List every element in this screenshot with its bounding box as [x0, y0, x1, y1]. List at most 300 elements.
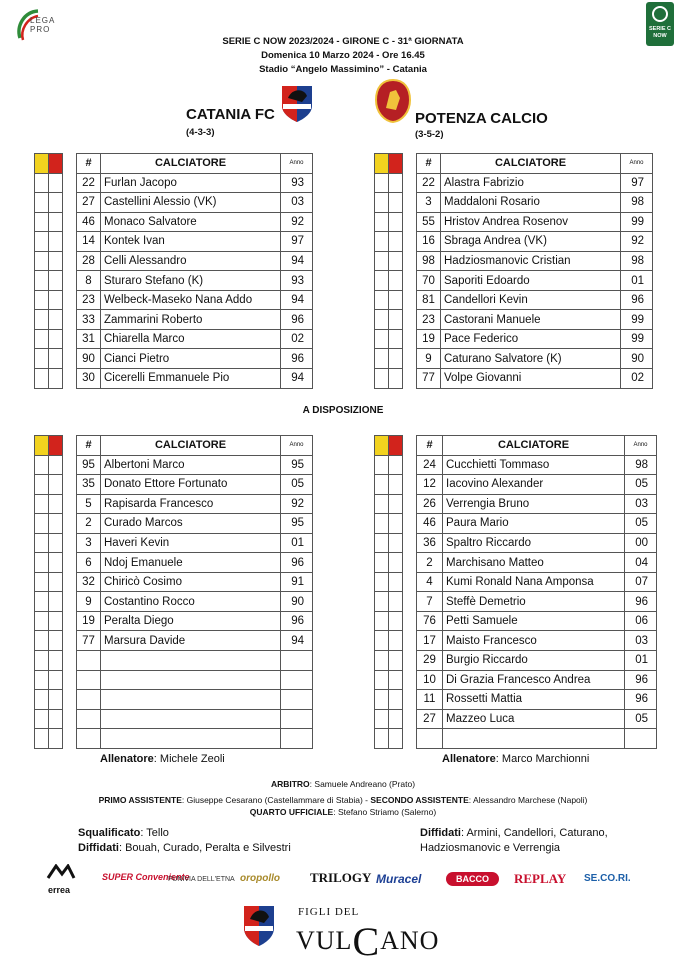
player-year: 96 [281, 611, 313, 631]
player-row [417, 290, 653, 310]
yellow-card-cell [375, 193, 389, 213]
yellow-card-cell [375, 173, 389, 193]
player-year: 94 [281, 290, 313, 310]
player-row [77, 709, 313, 729]
player-row [77, 369, 313, 389]
player-year: 05 [281, 475, 313, 495]
red-card-cell [49, 271, 63, 291]
player-row [417, 369, 653, 389]
player-name: Pace Federico [441, 329, 621, 349]
red-card-cell [389, 173, 403, 193]
player-number: 3 [77, 533, 101, 553]
card-row [35, 212, 63, 232]
home-warned-value: : Bouah, Curado, Peralta e Silvestri [118, 842, 291, 854]
player-row [417, 329, 653, 349]
table-header-row [77, 154, 313, 174]
player-number: 16 [417, 232, 441, 252]
yellow-card-cell [375, 369, 389, 389]
player-number: 30 [77, 369, 101, 389]
referee [0, 779, 686, 789]
card-row [375, 533, 403, 553]
yellow-card-cell [375, 729, 389, 749]
away-coach [442, 753, 589, 765]
player-year: 94 [281, 251, 313, 271]
player-year: 97 [281, 232, 313, 252]
yellow-card-cell [35, 193, 49, 213]
yellow-card-cell [375, 349, 389, 369]
red-card-cell [49, 651, 63, 671]
player-year: 99 [621, 212, 653, 232]
red-card-cell [49, 572, 63, 592]
catania-crest-footer-icon [242, 900, 276, 953]
card-row [375, 494, 403, 514]
card-row [375, 290, 403, 310]
player-row [77, 592, 313, 612]
player-name: Rossetti Mattia [443, 690, 625, 710]
card-row [35, 349, 63, 369]
player-row [77, 514, 313, 534]
card-row [375, 455, 403, 475]
yellow-card-cell [35, 494, 49, 514]
header-year: Anno [281, 154, 313, 174]
player-number: 98 [417, 251, 441, 271]
referee-label: ARBITRO [270, 779, 310, 789]
yellow-card-cell [375, 572, 389, 592]
table-header-row [417, 154, 653, 174]
yellow-card-cell [35, 572, 49, 592]
player-number: 23 [77, 290, 101, 310]
red-card-cell [49, 212, 63, 232]
player-row [77, 349, 313, 369]
player-year: 99 [621, 310, 653, 330]
player-row [417, 494, 657, 514]
player-name: Ndoj Emanuele [101, 553, 281, 573]
card-row [35, 251, 63, 271]
player-name: Sbraga Andrea (VK) [441, 232, 621, 252]
player-name: Mazzeo Luca [443, 709, 625, 729]
player-name [443, 729, 625, 749]
player-row [77, 631, 313, 651]
player-year: 98 [625, 455, 657, 475]
player-name: Peralta Diego [101, 611, 281, 631]
card-row [375, 193, 403, 213]
away-warned-label: Diffidati [420, 827, 461, 839]
player-year: 03 [281, 193, 313, 213]
card-row [35, 271, 63, 291]
header-player: CALCIATORE [101, 436, 281, 456]
player-year: 97 [621, 173, 653, 193]
home-warned [78, 841, 291, 856]
card-row [375, 729, 403, 749]
red-card-cell [49, 592, 63, 612]
player-row [77, 475, 313, 495]
player-number: 11 [417, 690, 443, 710]
yellow-card-cell [375, 670, 389, 690]
card-row [375, 212, 403, 232]
player-number: 2 [77, 514, 101, 534]
player-year: 94 [281, 369, 313, 389]
card-row [375, 369, 403, 389]
player-row [77, 494, 313, 514]
player-number [77, 729, 101, 749]
card-row [375, 651, 403, 671]
red-card-cell [389, 514, 403, 534]
fourth-official [0, 807, 686, 817]
red-card-cell [389, 232, 403, 252]
yellow-card-cell [35, 349, 49, 369]
yellow-card-cell [35, 533, 49, 553]
yellow-card-cell [375, 709, 389, 729]
player-row [417, 651, 657, 671]
player-year [281, 690, 313, 710]
yellow-card-cell [35, 514, 49, 534]
player-row [417, 631, 657, 651]
player-year: 96 [281, 553, 313, 573]
away-formation: (3-5-2) [415, 129, 444, 140]
player-row [77, 212, 313, 232]
away-warned-line-2: Hadziosmanovic e Verrengia [420, 842, 561, 854]
red-card-cell [389, 592, 403, 612]
red-card-cell [49, 232, 63, 252]
player-number: 10 [417, 670, 443, 690]
yellow-card-cell [35, 670, 49, 690]
red-card-cell [389, 494, 403, 514]
red-card-cell [49, 329, 63, 349]
player-year [281, 709, 313, 729]
player-number: 77 [417, 369, 441, 389]
header-year: Anno [281, 436, 313, 456]
player-name: Monaco Salvatore [101, 212, 281, 232]
yellow-card-cell [375, 232, 389, 252]
yellow-card-cell [375, 494, 389, 514]
yellow-card-cell [35, 651, 49, 671]
player-number: 9 [417, 349, 441, 369]
player-name: Paura Mario [443, 514, 625, 534]
footer-slogan-part-a: VUL [296, 926, 353, 955]
yellow-card-cell [375, 611, 389, 631]
player-year: 07 [625, 572, 657, 592]
sponsor-trilogy: TRILOGY [310, 870, 372, 885]
yellow-card-cell [375, 212, 389, 232]
card-row [375, 436, 403, 456]
card-row [35, 631, 63, 651]
player-row [77, 173, 313, 193]
red-card-cell [49, 173, 63, 193]
player-year: 90 [621, 349, 653, 369]
second-assistant-name: : Alessandro Marchese (Napoli) [468, 795, 588, 805]
card-row [375, 592, 403, 612]
red-card-cell [49, 436, 63, 456]
red-card-cell [49, 709, 63, 729]
sponsor-replay: REPLAY [514, 871, 567, 886]
player-name: Caturano Salvatore (K) [441, 349, 621, 369]
player-number: 81 [417, 290, 441, 310]
player-number: 31 [77, 329, 101, 349]
player-year: 05 [625, 514, 657, 534]
header-player: CALCIATORE [101, 154, 281, 174]
player-name [101, 729, 281, 749]
player-row [77, 329, 313, 349]
home-team-name: CATANIA FC [186, 106, 275, 123]
red-card-cell [389, 329, 403, 349]
player-number: 27 [77, 193, 101, 213]
player-year: 92 [621, 232, 653, 252]
card-row [375, 572, 403, 592]
card-row [35, 690, 63, 710]
red-card-cell [389, 690, 403, 710]
header-number: # [77, 436, 101, 456]
away-team-name: POTENZA CALCIO [415, 110, 548, 127]
player-name: Iacovino Alexander [443, 475, 625, 495]
red-card-cell [389, 154, 403, 174]
red-card-cell [389, 349, 403, 369]
red-card-cell [49, 349, 63, 369]
player-number: 24 [417, 455, 443, 475]
first-assistant-label: PRIMO ASSISTENTE [98, 795, 182, 805]
yellow-card-cell [375, 690, 389, 710]
header-number: # [77, 154, 101, 174]
player-row [77, 455, 313, 475]
player-row [77, 729, 313, 749]
card-row [375, 611, 403, 631]
player-number: 95 [77, 455, 101, 475]
player-year: 99 [621, 329, 653, 349]
player-row [417, 592, 657, 612]
player-name: Marchisano Matteo [443, 553, 625, 573]
red-card-cell [389, 533, 403, 553]
sponsor-superconveniente: SUPER Conveniente [102, 872, 190, 882]
red-card-cell [49, 553, 63, 573]
red-card-cell [49, 475, 63, 495]
player-number: 14 [77, 232, 101, 252]
away-starters-table [416, 153, 653, 389]
yellow-card-cell [375, 271, 389, 291]
player-year: 93 [281, 271, 313, 291]
player-year [281, 729, 313, 749]
player-number: 5 [77, 494, 101, 514]
yellow-card-cell [35, 455, 49, 475]
player-row [417, 455, 657, 475]
away-bench-cards [374, 435, 403, 749]
yellow-card-cell [375, 514, 389, 534]
player-row [77, 251, 313, 271]
yellow-card-cell [375, 455, 389, 475]
player-year: 01 [621, 271, 653, 291]
player-row [417, 251, 653, 271]
player-row [417, 709, 657, 729]
header-year: Anno [625, 436, 657, 456]
card-row [35, 154, 63, 174]
player-number [77, 709, 101, 729]
red-card-cell [49, 670, 63, 690]
card-row [35, 709, 63, 729]
card-row [35, 455, 63, 475]
card-row [35, 232, 63, 252]
red-card-cell [49, 631, 63, 651]
card-row [35, 173, 63, 193]
yellow-card-cell [35, 369, 49, 389]
card-row [35, 494, 63, 514]
player-year: 00 [625, 533, 657, 553]
player-name: Furlan Jacopo [101, 173, 281, 193]
player-year: 03 [625, 494, 657, 514]
player-year: 95 [281, 514, 313, 534]
player-name: Di Grazia Francesco Andrea [443, 670, 625, 690]
player-row [417, 349, 653, 369]
card-row [35, 611, 63, 631]
player-year: 02 [281, 329, 313, 349]
away-coach-name: : Marco Marchionni [495, 753, 590, 765]
player-row [417, 310, 653, 330]
card-row [35, 369, 63, 389]
player-number: 26 [417, 494, 443, 514]
footer-slogan-part-b: ANO [380, 926, 440, 955]
player-year: 92 [281, 494, 313, 514]
card-row [375, 173, 403, 193]
yellow-card-cell [35, 154, 49, 174]
player-number: 32 [77, 572, 101, 592]
card-row [375, 690, 403, 710]
red-card-cell [389, 475, 403, 495]
yellow-card-cell [375, 290, 389, 310]
sponsor-errea [46, 864, 86, 894]
yellow-card-cell [375, 475, 389, 495]
player-number: 4 [417, 572, 443, 592]
player-number: 36 [417, 533, 443, 553]
card-row [35, 193, 63, 213]
header-player: CALCIATORE [443, 436, 625, 456]
home-starters-table [76, 153, 313, 389]
player-name: Petti Samuele [443, 611, 625, 631]
player-number: 29 [417, 651, 443, 671]
yellow-card-cell [35, 329, 49, 349]
yellow-card-cell [35, 232, 49, 252]
fourth-official-name: : Stefano Striamo (Salerno) [333, 807, 437, 817]
card-row [35, 436, 63, 456]
player-row [417, 533, 657, 553]
player-year: 96 [625, 592, 657, 612]
player-row [77, 290, 313, 310]
card-row [375, 670, 403, 690]
footer-slogan-line2 [296, 912, 439, 959]
yellow-card-cell [35, 592, 49, 612]
catania-crest-icon [280, 80, 314, 129]
card-row [35, 514, 63, 534]
player-year: 96 [281, 310, 313, 330]
home-bench-cards [34, 435, 63, 749]
player-number: 3 [417, 193, 441, 213]
yellow-card-cell [35, 251, 49, 271]
player-number: 33 [77, 310, 101, 330]
player-number: 77 [77, 631, 101, 651]
card-row [35, 572, 63, 592]
player-row [417, 475, 657, 495]
player-year: 96 [625, 690, 657, 710]
player-number: 76 [417, 611, 443, 631]
player-name: Maddaloni Rosario [441, 193, 621, 213]
player-row [417, 670, 657, 690]
player-name [101, 690, 281, 710]
yellow-card-cell [35, 553, 49, 573]
player-number: 55 [417, 212, 441, 232]
player-number: 70 [417, 271, 441, 291]
yellow-card-cell [35, 475, 49, 495]
card-row [375, 553, 403, 573]
away-bench-table [416, 435, 657, 749]
player-name: Welbeck-Maseko Nana Addo [101, 290, 281, 310]
player-year: 06 [625, 611, 657, 631]
home-coach-name: : Michele Zeoli [153, 753, 225, 765]
card-row [375, 631, 403, 651]
red-card-cell [389, 251, 403, 271]
red-card-cell [389, 553, 403, 573]
sponsor-errea-text: errea [48, 885, 71, 895]
sponsor-muracel: Muracel [376, 872, 422, 886]
red-card-cell [49, 533, 63, 553]
player-row [417, 572, 657, 592]
player-name: Alastra Fabrizio [441, 173, 621, 193]
player-row [77, 651, 313, 671]
player-year: 92 [281, 212, 313, 232]
card-row [35, 310, 63, 330]
red-card-cell [49, 290, 63, 310]
player-year: 04 [625, 553, 657, 573]
red-card-cell [389, 369, 403, 389]
player-row [417, 193, 653, 213]
player-number: 23 [417, 310, 441, 330]
yellow-card-cell [375, 154, 389, 174]
home-bench-table [76, 435, 313, 749]
red-card-cell [389, 436, 403, 456]
red-card-cell [389, 310, 403, 330]
player-row [417, 553, 657, 573]
yellow-card-cell [375, 631, 389, 651]
footer-slogan-line1: FIGLI DEL [298, 906, 360, 918]
red-card-cell [389, 729, 403, 749]
player-name: Chiricò Cosimo [101, 572, 281, 592]
header-number: # [417, 154, 441, 174]
red-card-cell [389, 212, 403, 232]
bench-section-title: A DISPOSIZIONE [302, 405, 384, 416]
player-year: 96 [281, 349, 313, 369]
player-name: Curado Marcos [101, 514, 281, 534]
yellow-card-cell [375, 436, 389, 456]
yellow-card-cell [375, 533, 389, 553]
sponsor-secori: SE.CO.RI. [584, 873, 631, 884]
player-number: 22 [417, 173, 441, 193]
yellow-card-cell [35, 212, 49, 232]
card-row [35, 651, 63, 671]
player-number: 35 [77, 475, 101, 495]
player-number: 22 [77, 173, 101, 193]
sponsor-funivia: FUNIVIA DELL'ETNA [168, 876, 235, 883]
card-row [375, 329, 403, 349]
player-number: 9 [77, 592, 101, 612]
home-formation: (4-3-3) [186, 127, 215, 138]
red-card-cell [49, 729, 63, 749]
player-name: Chiarella Marco [101, 329, 281, 349]
player-number [417, 729, 443, 749]
player-number: 90 [77, 349, 101, 369]
card-row [35, 592, 63, 612]
card-row [375, 349, 403, 369]
player-name: Sturaro Stefano (K) [101, 271, 281, 291]
red-card-cell [49, 251, 63, 271]
player-name: Verrengia Bruno [443, 494, 625, 514]
home-coach-label: Allenatore [100, 753, 154, 765]
potenza-crest-icon [374, 78, 412, 129]
player-row [417, 514, 657, 534]
